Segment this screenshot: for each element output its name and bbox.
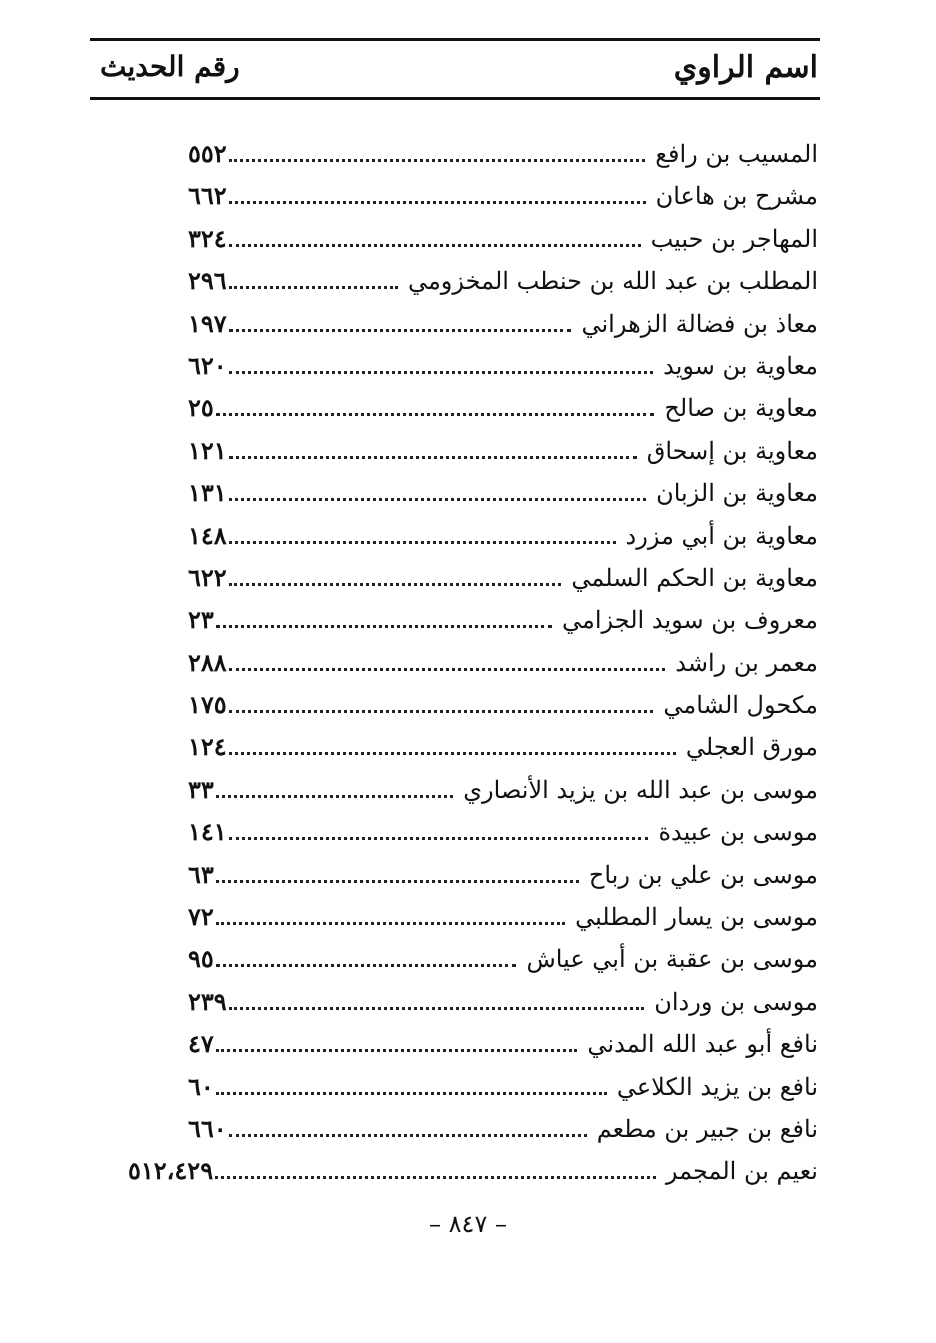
index-entry [120, 981, 820, 1023]
leader-dots [216, 964, 517, 967]
index-entry [120, 642, 820, 684]
index-entry [120, 515, 820, 557]
hadith-number: ٢٣٩ [188, 986, 227, 1016]
hadith-number: ٣٣ [188, 774, 214, 804]
leader-dots [216, 880, 579, 883]
table-header [90, 46, 820, 94]
index-entry [120, 726, 820, 768]
hadith-number: ٩٥ [188, 944, 214, 974]
leader-dots [229, 752, 676, 755]
narrator-name: معروف بن سويد الجزامي [561, 606, 818, 635]
index-entry [120, 133, 820, 175]
narrator-name: معاوية بن الحكم السلمي [571, 563, 818, 592]
index-entry [120, 260, 820, 302]
leader-dots [229, 159, 646, 162]
narrator-name: موسى بن وردان [654, 987, 818, 1016]
index-entry [120, 1023, 820, 1065]
leader-dots [229, 456, 637, 459]
leader-dots [215, 1176, 656, 1179]
hadith-number: ١٢١ [188, 435, 227, 465]
index-entry [120, 896, 820, 938]
narrator-name: موسى بن علي بن رباح [588, 860, 818, 889]
hadith-number: ٥١٢،٤٢٩ [128, 1156, 214, 1186]
hadith-number: ٥٥٢ [188, 139, 227, 168]
leader-dots [229, 1134, 587, 1137]
hadith-number: ٢٨٨ [188, 647, 227, 677]
leader-dots [229, 1007, 645, 1010]
narrator-name: معاذ بن فضالة الزهراني [581, 309, 818, 338]
hadith-number: ٦٢٢ [188, 562, 227, 592]
hadith-number: ٢٩٦ [188, 266, 227, 296]
index-entry [120, 684, 820, 726]
narrator-name: موسى بن عبيدة [658, 818, 818, 847]
index-entry [120, 430, 820, 472]
hadith-number: ١٤٨ [188, 520, 227, 550]
hadith-number: ٦٠ [188, 1071, 214, 1101]
hadith-number: ٦٦٢ [188, 181, 227, 211]
hadith-number: ٦٦٠ [188, 1113, 227, 1143]
narrator-name: موسى بن عقبة بن أبي عياش [526, 945, 818, 974]
index-entry [120, 345, 820, 387]
leader-dots [216, 1092, 607, 1095]
index-entry [120, 1108, 820, 1150]
hadith-number: ١٩٧ [188, 308, 227, 338]
narrator-name: معاوية بن أبي مزرد [625, 521, 818, 550]
hadith-number: ٣٢٤ [188, 223, 227, 253]
index-entry [120, 472, 820, 514]
index-entry [120, 854, 820, 896]
header-top-rule [90, 38, 820, 41]
leader-dots [229, 583, 562, 586]
index-entry [120, 769, 820, 811]
narrator-name: نعيم بن المجمر [665, 1157, 818, 1186]
narrator-name: معمر بن راشد [675, 648, 818, 677]
narrator-name: معاوية بن صالح [664, 394, 818, 423]
index-entry [120, 175, 820, 217]
narrator-name: مشرح بن هاعان [655, 182, 818, 211]
hadith-number: ١٧٥ [188, 690, 227, 720]
column-header-narrator-name: اسم الراوي [673, 50, 818, 85]
leader-dots [216, 625, 552, 628]
index-entry [120, 938, 820, 980]
leader-dots [229, 286, 398, 289]
page-number: – ٨٤٧ – [429, 1210, 507, 1238]
leader-dots [229, 668, 666, 671]
index-entry [120, 557, 820, 599]
narrator-name: نافع بن جبير بن مطعم [596, 1114, 818, 1143]
hadith-number: ٢٥ [188, 393, 214, 423]
hadith-number: ٤٧ [188, 1029, 214, 1059]
column-header-hadith-number: رقم الحديث [100, 50, 240, 83]
narrator-name: معاوية بن سويد [663, 351, 818, 380]
leader-dots [229, 244, 641, 247]
hadith-number: ١٣١ [188, 478, 227, 508]
narrator-name: المطلب بن عبد الله بن حنطب المخزومي [407, 267, 818, 296]
index-entry [120, 1066, 820, 1108]
leader-dots [229, 201, 646, 204]
hadith-number: ٦٣ [188, 859, 214, 889]
hadith-number: ٧٢ [188, 902, 214, 932]
leader-dots [216, 922, 565, 925]
narrator-name: مكحول الشامي [663, 691, 818, 720]
index-entry [120, 599, 820, 641]
narrator-name: معاوية بن الزبان [656, 479, 818, 508]
narrator-name: نافع بن يزيد الكلاعي [616, 1072, 818, 1101]
index-entry [120, 1150, 820, 1192]
header-bottom-rule [90, 97, 820, 100]
hadith-number: ٦٢٠ [188, 350, 227, 380]
narrator-name: المهاجر بن حبيب [650, 224, 818, 253]
narrator-name: نافع أبو عبد الله المدني [587, 1030, 818, 1059]
hadith-number: ٢٣ [188, 605, 214, 635]
index-entry [120, 303, 820, 345]
narrator-name: موسى بن يسار المطلبي [575, 903, 818, 932]
leader-dots [216, 795, 453, 798]
leader-dots [229, 329, 572, 332]
narrator-name: موسى بن عبد الله بن يزيد الأنصاري [463, 775, 818, 804]
hadith-number: ١٤١ [188, 817, 227, 847]
leader-dots [216, 413, 655, 416]
leader-dots [229, 541, 616, 544]
leader-dots [229, 371, 653, 374]
narrator-name: معاوية بن إسحاق [646, 436, 818, 465]
narrator-index-list [120, 133, 820, 1193]
index-entry [120, 811, 820, 853]
hadith-number: ١٢٤ [188, 732, 227, 762]
leader-dots [216, 1049, 578, 1052]
leader-dots [229, 498, 646, 501]
leader-dots [229, 710, 654, 713]
narrator-name: المسيب بن رافع [655, 140, 818, 168]
index-entry [120, 387, 820, 429]
leader-dots [229, 837, 649, 840]
narrator-name: مورق العجلي [685, 733, 818, 762]
index-entry [120, 218, 820, 260]
